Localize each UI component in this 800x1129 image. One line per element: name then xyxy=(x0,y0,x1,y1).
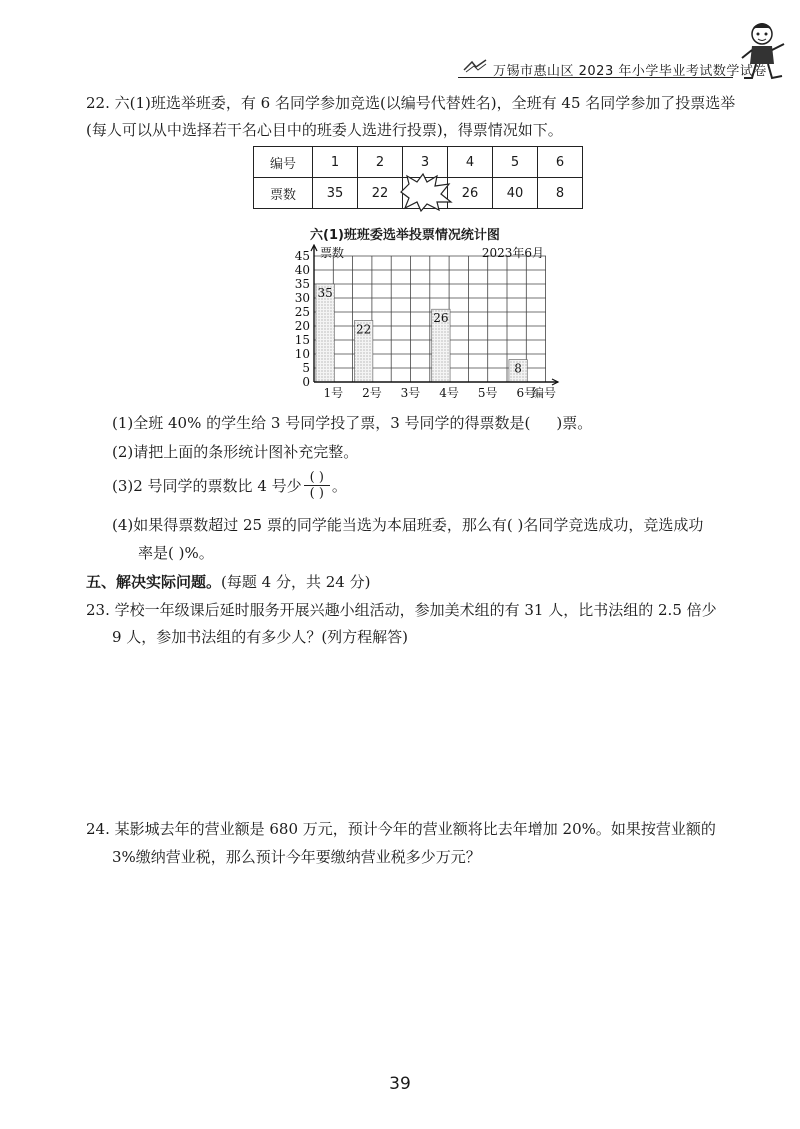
votes-table xyxy=(253,146,583,209)
y-tick-label: 30 xyxy=(294,291,310,305)
q22-sub3-end: 。 xyxy=(331,477,347,495)
q23-line2: 9 人，参加书法组的有多少人？(列方程解答) xyxy=(112,628,409,646)
q22-sub1 xyxy=(112,412,592,433)
table-cell: 5 xyxy=(493,147,538,178)
x-tick-label: 4号 xyxy=(439,386,459,400)
table-cell: 22 xyxy=(358,178,403,209)
table-row-label: 编号 xyxy=(254,147,313,178)
ink-blot-icon xyxy=(395,172,455,212)
x-tick-label: 3号 xyxy=(400,386,421,400)
header-logo-icon xyxy=(462,58,488,78)
q24-line2: 3%缴纳营业税，那么预计今年要缴纳营业税多少万元？ xyxy=(112,848,481,866)
q23-line1: 23. 学校一年级课后延时服务开展兴趣小组活动，参加美术组的有 31 人，比书法组的 2.5 倍少 xyxy=(86,601,717,619)
q22-sub4-line1: (4)如果得票数超过 25 票的同学能当选为本届班委，那么有( )名同学竞选成功，竞选成功 xyxy=(112,516,704,534)
table-row-label: 票数 xyxy=(254,178,313,209)
y-tick-label: 25 xyxy=(294,305,310,319)
table-row xyxy=(254,178,583,209)
chart-date-label: 2023年6月 xyxy=(481,246,544,260)
y-tick-label: 10 xyxy=(294,347,310,361)
header-title: 万锡市惠山区 2023 年小学毕业考试数学试卷 xyxy=(493,64,767,79)
section5-note: (每题 4 分，共 24 分) xyxy=(221,573,371,591)
q23-answer-area[interactable] xyxy=(112,656,752,806)
y-tick-label: 35 xyxy=(294,277,310,291)
x-axis-title: 编号 xyxy=(532,386,557,400)
table-cell: 1 xyxy=(313,147,358,178)
y-tick-label: 45 xyxy=(294,249,310,263)
y-axis-title: 票数 xyxy=(320,246,345,260)
section5 xyxy=(86,571,370,592)
bar-value-label: 35 xyxy=(317,286,333,300)
mascot-icon xyxy=(738,20,788,86)
y-tick-label: 15 xyxy=(294,333,310,347)
q22-line1: 22. 六(1)班选举班委，有 6 名同学参加竞选(以编号代替姓名)，全班有 45 名同学参加了投票选举 xyxy=(86,94,736,112)
q22-sub1-text: (1)全班 40% 的学生给 3 号同学投了票，3 号同学的得票数是( xyxy=(112,414,531,432)
q22-sub3 xyxy=(112,470,347,501)
bar-value-label: 22 xyxy=(356,322,372,337)
fraction-numerator: ( ) xyxy=(304,470,330,486)
table-cell: 40 xyxy=(493,178,538,209)
y-tick-label: 0 xyxy=(302,375,310,389)
table-cell: 26 xyxy=(448,178,493,209)
y-tick-label: 5 xyxy=(302,361,310,375)
page-number: 39 xyxy=(389,1074,411,1094)
table-cell: 3 xyxy=(403,147,448,178)
table-cell: 6 xyxy=(538,147,583,178)
q22-line2: (每人可以从中选择若干名心目中的班委人选进行投票)，得票情况如下。 xyxy=(86,121,563,139)
q22-sub4-line2: 率是( )%。 xyxy=(138,544,214,562)
q24-line1: 24. 某影城去年的营业额是 680 万元，预计今年的营业额将比去年增加 20%。如果按营业额的 xyxy=(86,820,716,838)
q22-sub3-text: (3)2 号同学的票数比 4 号少 xyxy=(112,477,302,495)
bar-value-label: 26 xyxy=(433,311,449,326)
y-tick-label: 40 xyxy=(294,263,310,277)
x-tick-label: 6号 xyxy=(516,386,537,400)
fraction-denominator: ( ) xyxy=(309,486,324,501)
x-tick-label: 1号 xyxy=(323,386,344,400)
x-tick-label: 5号 xyxy=(477,386,498,400)
q22-sub1-end: )票。 xyxy=(556,414,593,432)
table-cell: 8 xyxy=(538,178,583,209)
bar-value-label: 8 xyxy=(514,361,522,376)
table-cell-obscured xyxy=(403,178,448,209)
chart-bars xyxy=(316,284,527,382)
table-cell: 4 xyxy=(448,147,493,178)
q22-sub2: (2)请把上面的条形统计图补充完整。 xyxy=(112,443,359,461)
y-tick-label: 20 xyxy=(294,319,310,333)
table-cell: 2 xyxy=(358,147,403,178)
x-tick-label: 2号 xyxy=(362,386,382,400)
chart-title: 六(1)班班委选举投票情况统计图 xyxy=(310,228,500,243)
answer-fraction[interactable] xyxy=(304,470,330,501)
q24-answer-area[interactable] xyxy=(112,876,752,1056)
header-rule xyxy=(458,77,733,78)
section5-heading: 五、解决实际问题。 xyxy=(86,573,222,591)
table-cell: 35 xyxy=(313,178,358,209)
bar-chart xyxy=(270,244,590,402)
